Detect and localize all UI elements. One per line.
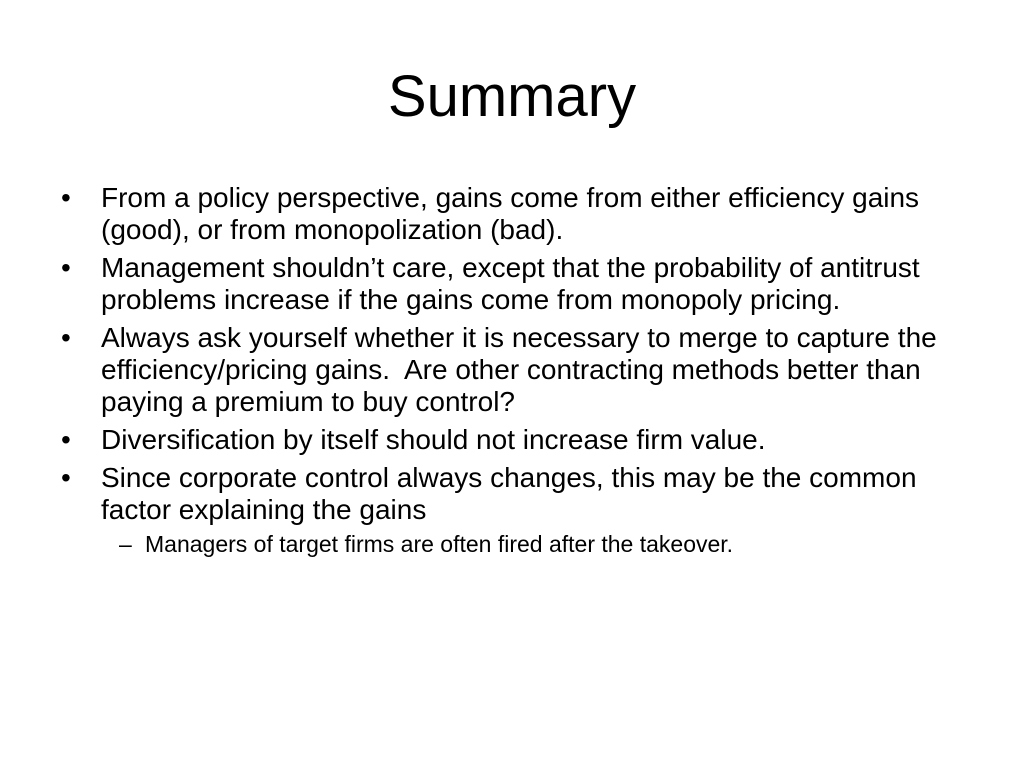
bullet-marker: • — [61, 182, 71, 213]
sub-bullet-item — [101, 530, 975, 558]
bullet-item — [55, 252, 975, 316]
sub-bullet-text: Managers of target firms are often fired after the takeover. — [145, 531, 734, 557]
bullet-marker: • — [61, 322, 71, 353]
bullet-item — [55, 322, 975, 418]
bullet-list — [55, 182, 975, 564]
slide-title: Summary — [387, 64, 637, 129]
bullet-item — [55, 462, 975, 558]
sub-bullet-marker: – — [119, 531, 132, 557]
bullet-text: Always ask yourself whether it is necessary to merge to capture the efficiency/pricing gains. Are other contracting methods better than paying a premium to buy control? — [101, 322, 945, 417]
sub-bullet-list — [101, 530, 975, 558]
bullet-text: Since corporate control always changes, this may be the common factor explaining the gains — [101, 462, 917, 525]
bullet-marker: • — [61, 424, 71, 455]
bullet-item — [55, 424, 975, 456]
bullet-item — [55, 182, 975, 246]
bullet-marker: • — [61, 462, 71, 493]
bullet-text: Management shouldn’t care, except that the probability of antitrust problems increase if the gains come from monopoly pricing. — [101, 252, 920, 315]
bullet-text: Diversification by itself should not increase firm value. — [101, 424, 766, 455]
bullet-text: From a policy perspective, gains come from either efficiency gains (good), or from monopolization (bad). — [101, 182, 920, 245]
bullet-marker: • — [61, 252, 71, 283]
